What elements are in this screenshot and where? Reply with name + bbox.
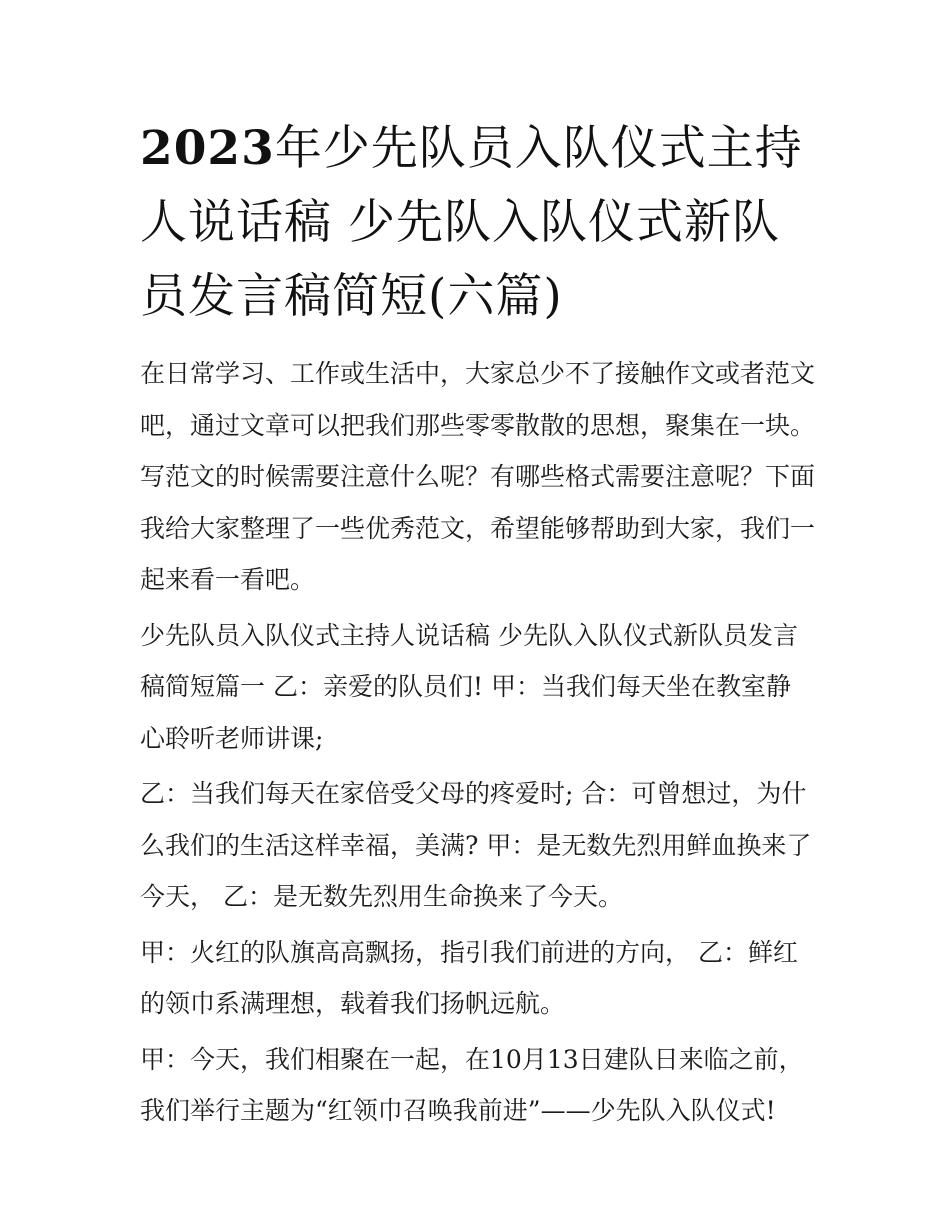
body-paragraph: 甲：火红的队旗高高飘扬，指引我们前进的方向， 乙：鲜红的领巾系满理想，载着我们扬帆远航。 [140,937,798,1018]
body-paragraph: 甲：今天，我们相聚在一起，在10月13日建队日来临之前，我们举行主题为“红领巾召唤我前进”——少先队入队仪式! [140,1044,804,1125]
body-paragraph: 少先队员入队仪式主持人说话稿 少先队入队仪式新队员发言稿简短篇一 乙：亲爱的队员们! 甲：当我们每天坐在教室静心聆听老师讲课; [140,620,798,753]
body-paragraph: 乙：当我们每天在家倍受父母的疼爱时; 合：可曾想过，为什么我们的生活这样幸福，美满? 甲：是无数先烈用鲜血换来了今天， 乙：是无数先烈用生命换来了今天。 [140,779,812,911]
document-title [140,112,815,334]
title-text: 年少先队员入队仪式主持人说话稿 少先队入队仪式新队员发言稿简短(六篇) [140,121,803,324]
intro-paragraph: 在日常学习、工作或生活中，大家总少不了接触作文或者范文吧，通过文章可以把我们那些零零散散的思想，聚集在一块。写范文的时候需要注意什么呢？有哪些格式需要注意呢？下面我给大家整理了一些优秀范文，希望能够帮助到大家，我们一起来看一看吧。 [140,359,816,594]
document-body [140,112,815,1141]
title-year: 2023 [140,121,275,176]
